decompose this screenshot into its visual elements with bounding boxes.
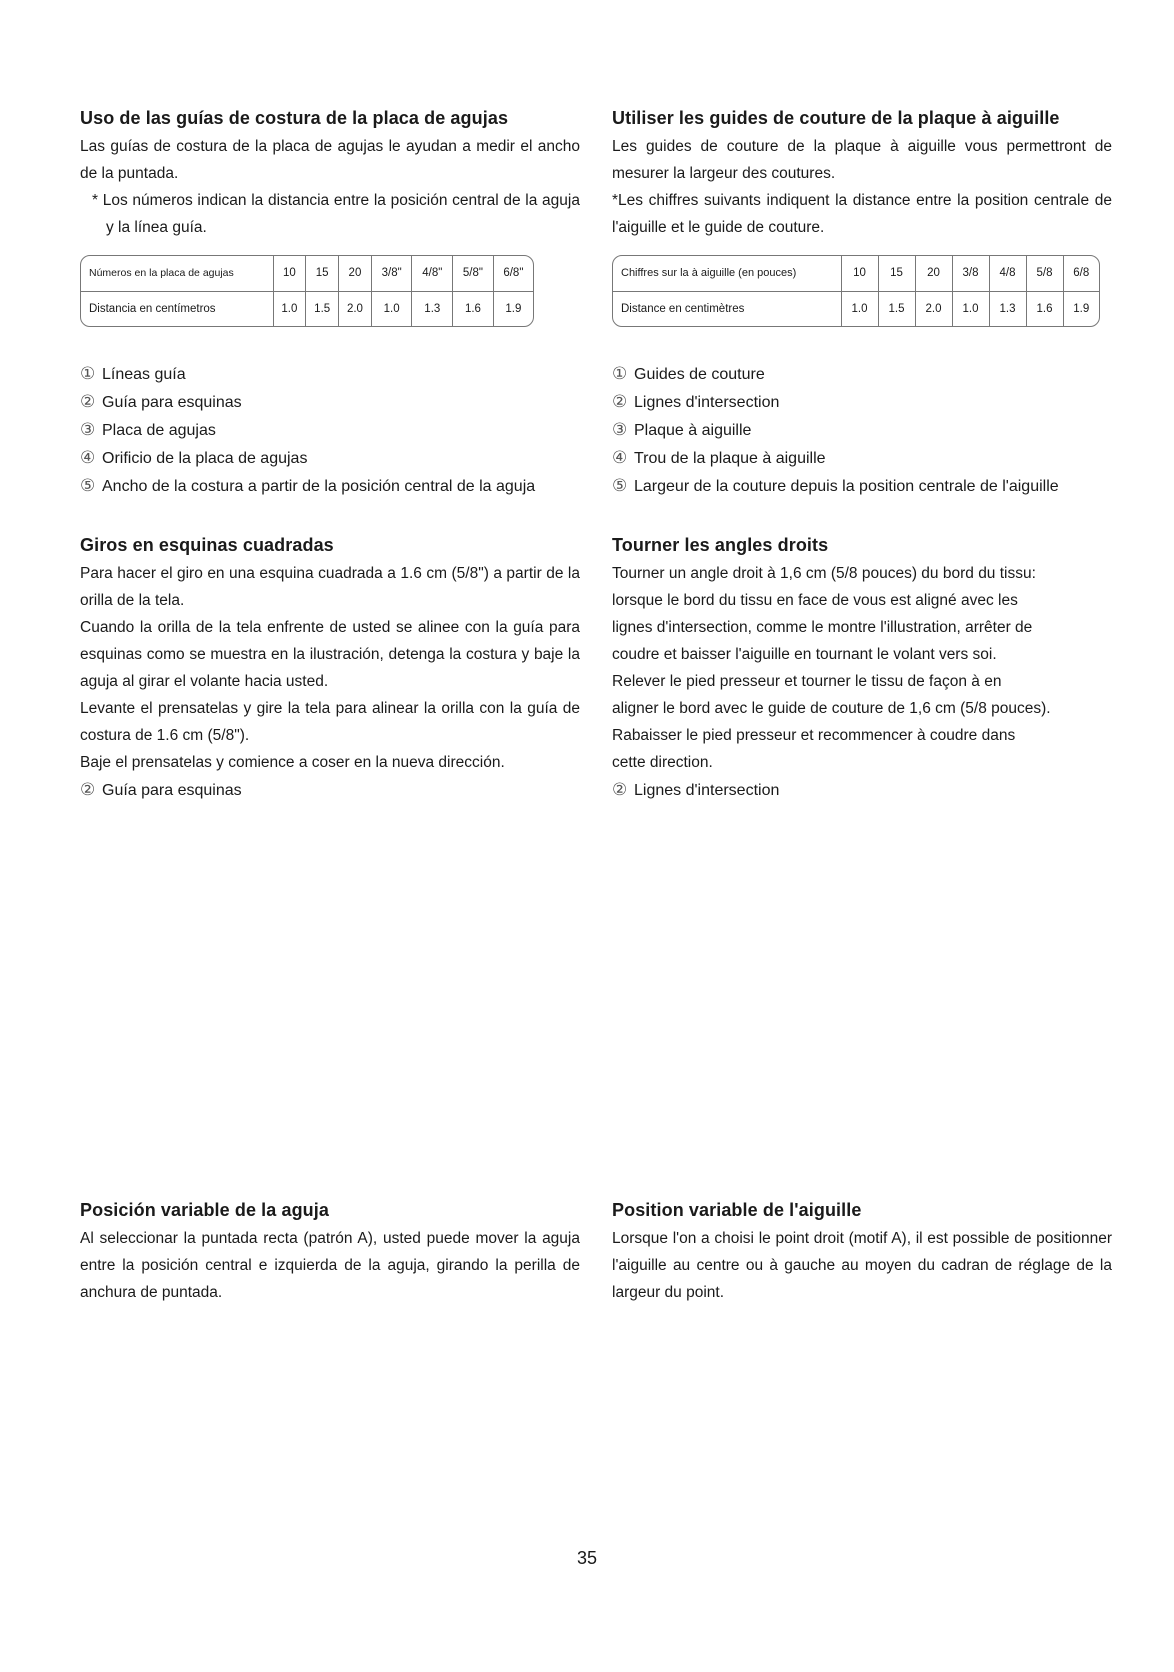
fr-guides-table bbox=[612, 255, 1100, 327]
fr-corners-line: cette direction. bbox=[612, 754, 713, 771]
table-cell: 1.3 bbox=[989, 291, 1026, 326]
es-corners-title: Giros en esquinas cuadradas bbox=[80, 535, 334, 555]
list-item-text: Plaque à aiguille bbox=[634, 422, 752, 439]
fr-guides-title: Utiliser les guides de couture de la plaque à aiguille bbox=[612, 108, 1060, 128]
fr-corners-section bbox=[612, 535, 1132, 804]
circled-number: ① bbox=[612, 364, 628, 383]
table-cell: 1.5 bbox=[878, 291, 915, 326]
fr-guides-section bbox=[612, 108, 1112, 241]
fr-corners-line: Relever le pied presseur et tourner le tissu de façon à en bbox=[612, 673, 1002, 690]
fr-guides-intro: Les guides de couture de la plaque à aiguille vous permettront de mesurer la largeur des coutures. bbox=[612, 138, 1112, 182]
es-legend-list bbox=[80, 360, 580, 500]
list-item-text: Guía para esquinas bbox=[102, 782, 242, 799]
table-cell: 15 bbox=[306, 256, 339, 291]
fr-legend-list bbox=[612, 360, 1112, 500]
fr-corners-line: Tourner un angle droit à 1,6 cm (5/8 pouces) du bord du tissu: bbox=[612, 565, 1036, 582]
table-cell: Distance en centimètres bbox=[613, 291, 841, 326]
list-item bbox=[80, 416, 580, 444]
table-cell: Números en la placa de agujas bbox=[89, 267, 234, 280]
table-cell: 10 bbox=[841, 256, 878, 291]
table-cell: 1.0 bbox=[841, 291, 878, 326]
list-item bbox=[612, 416, 1112, 444]
circled-number: ② bbox=[80, 780, 96, 799]
es-guides-title: Uso de las guías de costura de la placa de agujas bbox=[80, 108, 509, 128]
list-item bbox=[612, 472, 1112, 500]
circled-number: ⑤ bbox=[80, 476, 96, 495]
circled-number: ④ bbox=[612, 448, 628, 467]
table-cell: 3/8" bbox=[371, 256, 412, 291]
table-cell: 1.3 bbox=[412, 291, 453, 326]
table-cell: Distancia en centímetros bbox=[81, 291, 273, 326]
table-cell: 1.0 bbox=[371, 291, 412, 326]
es-corners-p4: Baje el prensatelas y comience a coser en la nueva dirección. bbox=[80, 754, 505, 771]
es-needle-title: Posición variable de la aguja bbox=[80, 1200, 329, 1220]
fr-corners-line: coudre et baisser l'aiguille en tournant le volant vers soi. bbox=[612, 646, 997, 663]
table-cell: 1.0 bbox=[952, 291, 989, 326]
list-item bbox=[612, 776, 1132, 804]
circled-number: ③ bbox=[80, 420, 96, 439]
table-cell: 1.9 bbox=[493, 291, 533, 326]
table-cell: 1.0 bbox=[273, 291, 306, 326]
list-item bbox=[80, 360, 580, 388]
table-cell: 2.0 bbox=[915, 291, 952, 326]
list-item-text: Líneas guía bbox=[102, 366, 186, 383]
circled-number: ② bbox=[612, 392, 628, 411]
es-guides-note: * Los números indican la distancia entre la posición central de la aguja y la línea guía. bbox=[92, 192, 580, 236]
list-item-text: Ancho de la costura a partir de la posición central de la aguja bbox=[102, 478, 536, 495]
es-needle-text: Al seleccionar la puntada recta (patrón A), usted puede mover la aguja entre la posición central e izquierda de la aguja, girando la perilla de anchura de puntada. bbox=[80, 1230, 580, 1301]
es-needle-section bbox=[80, 1200, 580, 1306]
list-item-text: Lignes d'intersection bbox=[634, 394, 780, 411]
circled-number: ⑤ bbox=[612, 476, 628, 495]
es-guides-table bbox=[80, 255, 534, 327]
page-number: 35 bbox=[576, 1548, 598, 1568]
table-cell: 4/8" bbox=[412, 256, 453, 291]
list-item-text: Largeur de la couture depuis la position centrale de l'aiguille bbox=[634, 478, 1059, 495]
table-cell: 6/8 bbox=[1063, 256, 1099, 291]
table-row bbox=[613, 256, 1099, 291]
fr-corners-line: aligner le bord avec le guide de couture de 1,6 cm (5/8 pouces). bbox=[612, 700, 1051, 717]
circled-number: ② bbox=[612, 780, 628, 799]
table-cell: 1.6 bbox=[453, 291, 494, 326]
list-item-text: Lignes d'intersection bbox=[634, 782, 780, 799]
table-cell: 5/8" bbox=[453, 256, 494, 291]
table-cell: 3/8 bbox=[952, 256, 989, 291]
es-corners-p3: Levante el prensatelas y gire la tela para alinear la orilla con la guía de costura de 1.6 cm (5/8"). bbox=[80, 700, 580, 744]
list-item bbox=[612, 444, 1112, 472]
list-item-text: Guía para esquinas bbox=[102, 394, 242, 411]
fr-guides-note: *Les chiffres suivants indiquent la distance entre la position centrale de l'aiguille et le guide de couture. bbox=[612, 192, 1112, 236]
table-cell: 1.9 bbox=[1063, 291, 1099, 326]
list-item bbox=[80, 388, 580, 416]
list-item bbox=[80, 444, 580, 472]
list-item-text: Placa de agujas bbox=[102, 422, 216, 439]
table-cell: Chiffres sur la à aiguille (en pouces) bbox=[621, 267, 797, 280]
es-guides-intro: Las guías de costura de la placa de agujas le ayudan a medir el ancho de la puntada. bbox=[80, 138, 580, 182]
circled-number: ① bbox=[80, 364, 96, 383]
table-row bbox=[81, 256, 533, 291]
list-item-text: Trou de la plaque à aiguille bbox=[634, 450, 826, 467]
es-corners-p1: Para hacer el giro en una esquina cuadrada a 1.6 cm (5/8") a partir de la orilla de la tela. bbox=[80, 565, 580, 609]
table-cell: 20 bbox=[915, 256, 952, 291]
fr-needle-section bbox=[612, 1200, 1112, 1306]
table-cell: 2.0 bbox=[339, 291, 372, 326]
circled-number: ② bbox=[80, 392, 96, 411]
list-item-text: Orificio de la placa de agujas bbox=[102, 450, 308, 467]
fr-corners-line: Rabaisser le pied presseur et recommencer à coudre dans bbox=[612, 727, 1016, 744]
table-cell: 1.5 bbox=[306, 291, 339, 326]
table-cell: 4/8 bbox=[989, 256, 1026, 291]
fr-needle-text: Lorsque l'on a choisi le point droit (motif A), il est possible de positionner l'aiguille au centre ou à gauche au moyen du cadran de réglage de la largeur du point. bbox=[612, 1230, 1112, 1301]
es-guides-section bbox=[80, 108, 580, 241]
list-item bbox=[80, 472, 580, 500]
circled-number: ④ bbox=[80, 448, 96, 467]
fr-corners-line: lignes d'intersection, comme le montre l'illustration, arrêter de bbox=[612, 619, 1033, 636]
table-row bbox=[613, 291, 1099, 326]
table-cell: 5/8 bbox=[1026, 256, 1063, 291]
list-item bbox=[80, 776, 580, 804]
fr-corners-title: Tourner les angles droits bbox=[612, 535, 829, 555]
table-cell: 20 bbox=[339, 256, 372, 291]
table-row bbox=[81, 291, 533, 326]
list-item bbox=[612, 388, 1112, 416]
table-cell: 6/8" bbox=[493, 256, 533, 291]
circled-number: ③ bbox=[612, 420, 628, 439]
fr-corners-line: lorsque le bord du tissu en face de vous est aligné avec les bbox=[612, 592, 1018, 609]
list-item bbox=[612, 360, 1112, 388]
list-item-text: Guides de couture bbox=[634, 366, 765, 383]
es-corners-section bbox=[80, 535, 580, 804]
table-cell: 1.6 bbox=[1026, 291, 1063, 326]
table-cell: 10 bbox=[273, 256, 306, 291]
es-corners-p2: Cuando la orilla de la tela enfrente de usted se alinee con la guía para esquinas como se muestra en la ilustración, detenga la costura y baje la aguja al girar el volante hacia usted. bbox=[80, 619, 580, 690]
fr-needle-title: Position variable de l'aiguille bbox=[612, 1200, 862, 1220]
table-cell: 15 bbox=[878, 256, 915, 291]
